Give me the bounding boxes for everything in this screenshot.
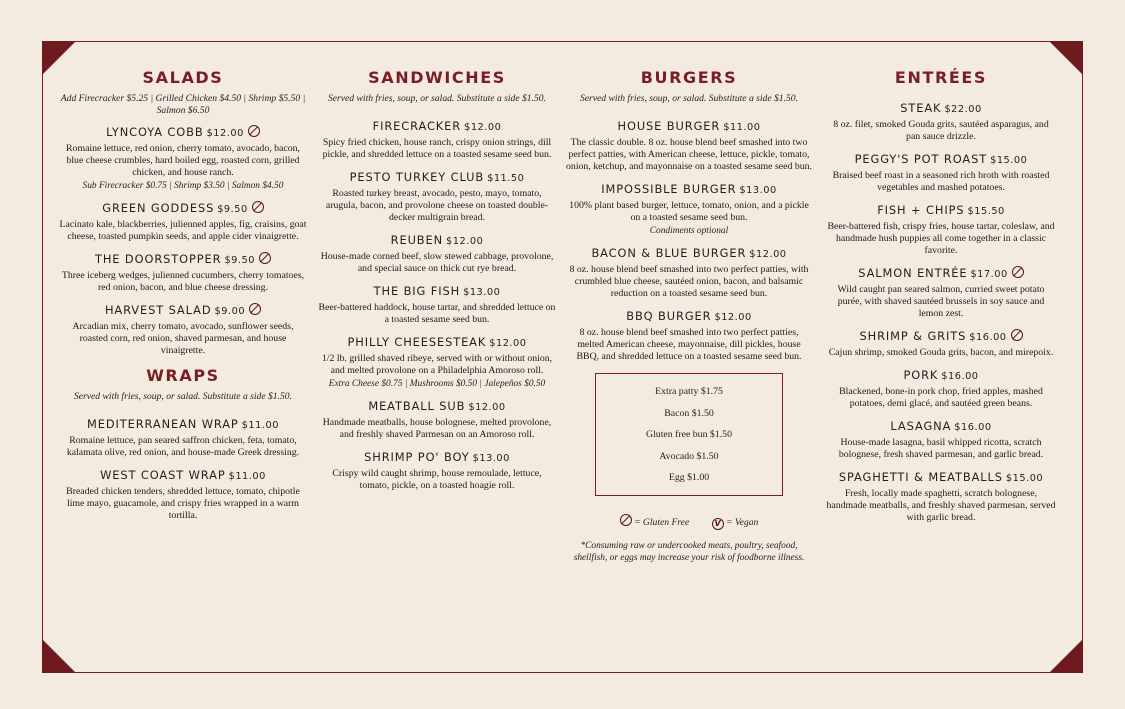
menu-item-green-goddess: [58, 201, 308, 243]
item-name: SALMON ENTRÉE: [858, 266, 968, 280]
menu-item-the-doorstopper: [58, 252, 308, 294]
wraps-note: Served with fries, soup, or salad. Substitute a side $1.50.: [74, 391, 292, 402]
salads-heading: SALADS: [142, 68, 224, 87]
menu-item-philly-cheesesteak: [318, 335, 556, 390]
menu-item-house-burger: [566, 119, 812, 173]
item-price: $15.00: [1005, 473, 1044, 484]
item-description: The classic double. 8 oz. house blend beef smashed into two perfect patties, with American cheese, lettuce, pickle, tomato, onion, ketchup, and mayonnaise on a toasted sesame seed bun.: [566, 137, 812, 172]
entrees-heading: ENTRÉES: [894, 68, 988, 87]
menu-item-peggys-pot-roast: [826, 152, 1056, 194]
item-description: Lacinato kale, blackberries, julienned apples, fig, craisins, goat cheese, toasted pumpkin seeds, and apple cider vinaigrette.: [59, 219, 307, 242]
gluten-free-icon: [249, 303, 261, 315]
item-name: FIRECRACKER: [372, 119, 462, 133]
item-price: $15.50: [967, 206, 1005, 217]
item-price: $12.00: [206, 128, 244, 139]
addon-item: Avocado $1.50: [659, 450, 719, 462]
item-price: $12.00: [446, 236, 484, 247]
item-price: $13.00: [463, 287, 501, 298]
item-description: House-made lasagna, basil whipped ricotta, scratch bolognese, fresh shaved parmesan, and garlic bread.: [838, 437, 1044, 460]
item-name: HARVEST SALAD: [104, 303, 212, 317]
item-extra: Extra Cheese $0.75 | Mushrooms $0.50 | Jalepeños $0.50: [328, 379, 546, 389]
burgers-column: [566, 66, 812, 564]
item-description: 1/2 lb. grilled shaved ribeye, served with or without onion, and melted provolone on a Philadelphia Amoroso roll.: [321, 353, 553, 376]
item-price: $11.00: [723, 122, 761, 133]
item-price: $16.00: [969, 332, 1007, 343]
gluten-free-icon: [252, 201, 264, 213]
food-safety-disclaimer: *Consuming raw or undercooked meats, poultry, seafood, shellfish, or eggs may increase your risk of foodborne illness.: [573, 540, 805, 563]
item-name: SPAGHETTI & MEATBALLS: [838, 470, 1003, 484]
legend-gluten-free: = Gluten Free: [634, 516, 690, 528]
gluten-free-icon: [1012, 266, 1024, 278]
corner-ornament-bottom-right: [1049, 639, 1083, 673]
menu-item-harvest-salad: [58, 303, 308, 357]
item-name: SHRIMP & GRITS: [859, 329, 967, 343]
item-description: 8 oz. house blend beef smashed into two perfect patties, melted American cheese, mayonnaise, dill pickles, house BBQ, and shredded lettuce on a toasted sesame seed bun.: [576, 327, 802, 362]
corner-ornament-bottom-left: [42, 639, 76, 673]
gluten-free-icon: [1011, 329, 1023, 341]
item-name: WEST COAST WRAP: [100, 468, 226, 482]
menu-item-reuben: [318, 233, 556, 275]
menu-item-lasagna: [826, 419, 1056, 461]
addon-item: Gluten free bun $1.50: [646, 429, 732, 440]
menu-item-steak: [826, 101, 1056, 143]
item-name: REUBEN: [390, 233, 444, 247]
menu-item-pesto-turkey-club: [318, 170, 556, 224]
salads-add-note: Add Firecracker $5.25 | Grilled Chicken $4.50 | Shrimp $5.50 | Salmon $6.50: [60, 93, 306, 116]
item-description: Arcadian mix, cherry tomato, avocado, sunflower seeds, roasted corn, red onion, shaved parmesan, and house vinaigrette.: [72, 321, 294, 356]
item-name: GREEN GODDESS: [102, 201, 215, 215]
item-name: FISH + CHIPS: [877, 203, 965, 217]
item-description: Three iceberg wedges, julienned cucumbers, cherry tomatoes, red onion, bacon, and blue cheese dressing.: [61, 270, 305, 293]
item-price: $9.50: [217, 204, 248, 215]
item-extra: Condiments optional: [649, 226, 729, 236]
item-description: Romaine lettuce, red onion, cherry tomato, avocado, bacon, blue cheese crumbles, hard boiled egg, roasted corn, grilled chicken, and house ranch.: [66, 143, 300, 178]
item-name: MEDITERRANEAN WRAP: [87, 417, 239, 431]
menu-item-spaghetti-meatballs: [826, 470, 1056, 524]
menu-item-bacon-blue-burger: [566, 246, 812, 300]
addon-item: Extra patty $1.75: [655, 386, 723, 397]
menu-item-firecracker: [318, 119, 556, 161]
menu-item-impossible-burger: [566, 182, 812, 237]
item-price: $11.00: [228, 471, 266, 482]
item-price: $16.00: [954, 422, 992, 433]
item-price: $11.50: [487, 173, 525, 184]
item-description: 8 oz. filet, smoked Gouda grits, sautéed asparagus, and pan sauce drizzle.: [833, 119, 1049, 142]
item-extra: Sub Firecracker $0.75 | Shrimp $3.50 | Salmon $4.50: [82, 181, 284, 191]
menu-item-fish-chips: [826, 203, 1056, 257]
item-description: Cajun shrimp, smoked Gouda grits, bacon, and mirepoix.: [828, 347, 1054, 358]
item-description: House-made corned beef, slow stewed cabbage, provolone, and special sauce on thick cut rye bread.: [320, 251, 554, 274]
item-price: $12.00: [749, 249, 787, 260]
item-name: BACON & BLUE BURGER: [591, 246, 747, 260]
item-description: Roasted turkey breast, avocado, pesto, mayo, tomato, arugula, bacon, and provolone cheese on toasted double-decker multigrain bread.: [325, 188, 549, 223]
item-description: 100% plant based burger, lettuce, tomato, onion, and a pickle on a toasted sesame seed bun.: [569, 200, 809, 223]
menu-item-mediterranean-wrap: [58, 417, 308, 459]
sandwiches-column: [318, 66, 556, 501]
item-name: MEATBALL SUB: [368, 399, 466, 413]
item-description: Beer-battered haddock, house tartar, and shredded lettuce on a toasted sesame seed bun.: [318, 302, 556, 325]
item-description: Blackened, bone-in pork chop, fried apples, mashed potatoes, demi glacé, and sautéed green beans.: [839, 386, 1043, 409]
item-price: $9.00: [214, 306, 246, 317]
item-description: Braised beef roast in a seasoned rich broth with roasted vegetables and mashed potatoes.: [832, 170, 1050, 193]
item-name: LASAGNA: [890, 419, 952, 433]
item-description: Handmade meatballs, house bolognese, melted provolone, and freshly shaved Parmesan on an Amoroso roll.: [322, 417, 552, 440]
item-description: Crispy wild caught shrimp, house remoulade, lettuce, tomato, pickle, on a toasted hoagie roll.: [332, 468, 542, 491]
salads-wraps-column: [58, 66, 308, 531]
vegan-icon: V: [712, 518, 724, 530]
item-description: Wild caught pan seared salmon, curried sweet potato purée, with shaved sautéed brussels in soy sauce and lemon zest.: [837, 284, 1045, 319]
menu-item-shrimp-po-boy: [318, 450, 556, 492]
item-price: $11.00: [241, 420, 279, 431]
gluten-free-icon: [248, 125, 260, 137]
sandwiches-note: Served with fries, soup, or salad. Substitute a side $1.50.: [328, 93, 546, 104]
burgers-heading: BURGERS: [640, 68, 738, 87]
menu-item-the-big-fish: [318, 284, 556, 326]
menu-item-west-coast-wrap: [58, 468, 308, 522]
legend-vegan: = Vegan: [726, 516, 759, 528]
item-price: $12.00: [464, 122, 502, 133]
item-name: STEAK: [900, 101, 942, 115]
sandwiches-heading: SANDWICHES: [368, 68, 506, 87]
addon-item: Bacon $1.50: [664, 407, 714, 419]
item-description: Breaded chicken tenders, shredded lettuce, tomato, chipotle lime mayo, guacamole, and crispy fries wrapped in a warm tortilla.: [66, 486, 300, 521]
gluten-free-icon: [259, 252, 271, 264]
item-name: HOUSE BURGER: [617, 119, 721, 133]
gluten-free-icon: [620, 514, 632, 526]
item-price: $22.00: [944, 104, 982, 115]
item-name: THE BIG FISH: [373, 284, 461, 298]
item-description: Spicy fried chicken, house ranch, crispy onion strings, dill pickle, and shredded lettuce on a toasted sesame seed bun.: [322, 137, 552, 160]
menu-item-meatball-sub: [318, 399, 556, 441]
item-price: $9.50: [224, 255, 255, 266]
wraps-heading: WRAPS: [146, 366, 220, 385]
menu-item-lyncoya-cobb: [58, 125, 308, 192]
item-name: PORK: [903, 368, 939, 382]
item-name: LYNCOYA COBB: [106, 125, 204, 139]
item-price: $13.00: [472, 453, 510, 464]
item-price: $16.00: [941, 371, 979, 382]
menu-item-bbq-burger: [566, 309, 812, 363]
item-description: Beer-battered fish, crispy fries, house tartar, coleslaw, and handmade hush puppies all come together in a classic favorite.: [827, 221, 1055, 256]
item-name: SHRIMP PO' BOY: [364, 450, 470, 464]
item-name: THE DOORSTOPPER: [94, 252, 222, 266]
item-name: PEGGY'S POT ROAST: [854, 152, 988, 166]
item-price: $12.00: [468, 402, 506, 413]
burgers-note: Served with fries, soup, or salad. Substitute a side $1.50.: [580, 93, 798, 104]
entrees-column: [826, 66, 1056, 533]
item-name: PHILLY CHEESESTEAK: [347, 335, 487, 349]
dietary-legend: [566, 514, 812, 530]
addon-item: Egg $1.00: [668, 472, 710, 483]
item-price: $12.00: [489, 338, 527, 349]
item-name: BBQ BURGER: [626, 309, 712, 323]
item-name: IMPOSSIBLE BURGER: [601, 182, 737, 196]
item-description: 8 oz. house blend beef smashed into two perfect patties, with crumbled blue cheese, sautéed onion, bacon, and balsamic reduction on a toasted sesame seed bun.: [569, 264, 809, 299]
item-price: $15.00: [990, 155, 1028, 166]
menu-item-shrimp-grits: [826, 329, 1056, 359]
item-name: PESTO TURKEY CLUB: [349, 170, 485, 184]
burger-addons-box: [595, 373, 783, 496]
menu-item-pork: [826, 368, 1056, 410]
item-price: $13.00: [739, 185, 777, 196]
item-description: Fresh, locally made spaghetti, scratch bolognese, handmade meatballs, and freshly shaved parmesan, served with garlic bread.: [826, 488, 1056, 523]
menu-item-salmon-entree: [826, 266, 1056, 320]
item-price: $12.00: [714, 312, 752, 323]
item-price: $17.00: [970, 269, 1008, 280]
item-description: Romaine lettuce, pan seared saffron chicken, feta, tomato, kalamata olive, red onion, and house-made Greek dressing.: [66, 435, 300, 458]
